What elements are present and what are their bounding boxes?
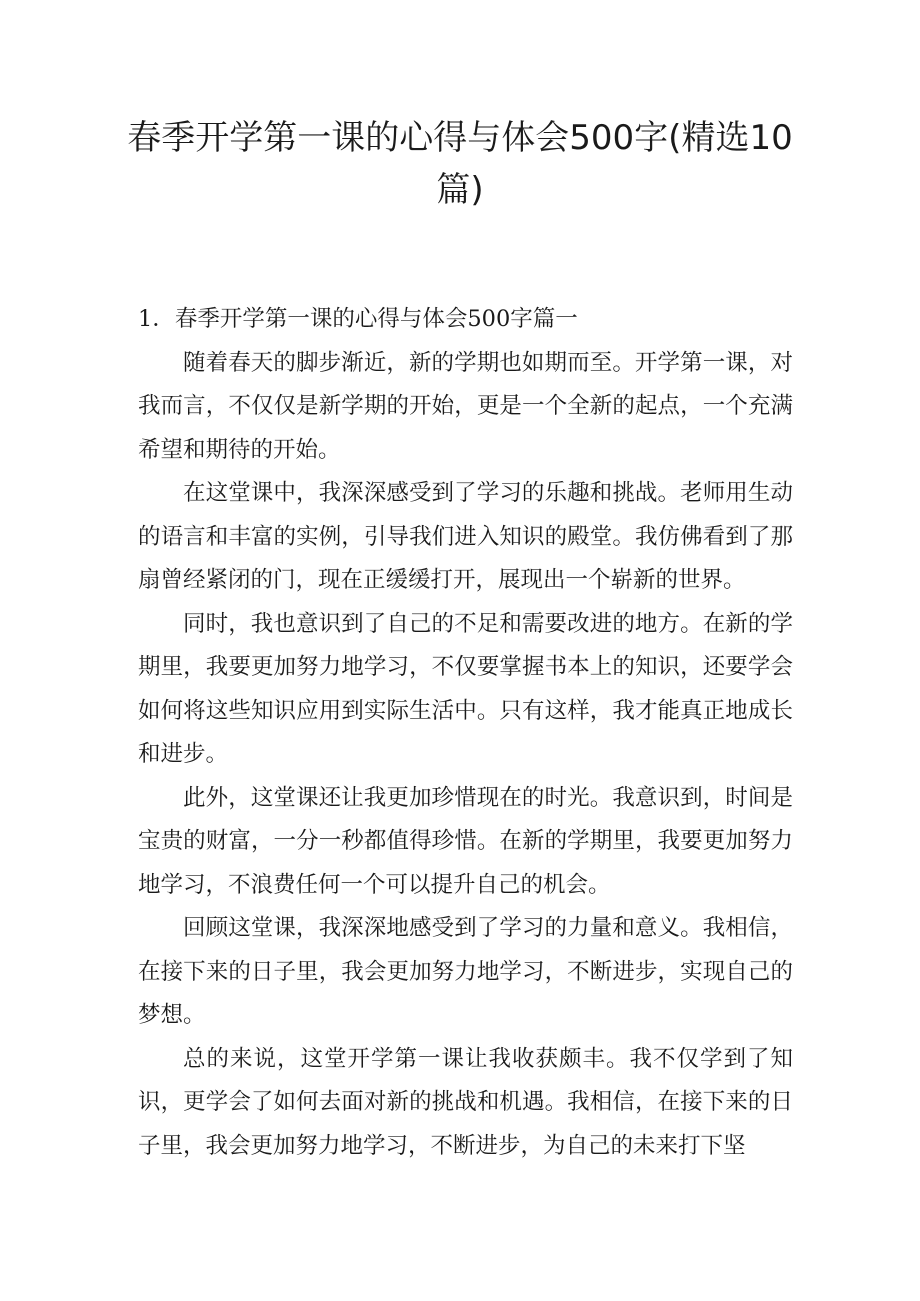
paragraph: 随着春天的脚步渐近，新的学期也如期而至。开学第一课，对我而言，不仅仅是新学期的开始，更是一个全新的起点，一个充满希望和期待的开始。 <box>138 349 793 463</box>
section-heading: 1．春季开学第一课的心得与体会500字篇一 <box>138 306 578 332</box>
paragraph: 此外，这堂课还让我更加珍惜现在的时光。我意识到，时间是宝贵的财富，一分一秒都值得珍惜。在新的学期里，我要更加努力地学习，不浪费任何一个可以提升自己的机会。 <box>138 784 793 898</box>
paragraph: 回顾这堂课，我深深地感受到了学习的力量和意义。我相信，在接下来的日子里，我会更加努力地学习，不断进步，实现自己的梦想。 <box>138 915 793 1028</box>
paragraph: 同时，我也意识到了自己的不足和需要改进的地方。在新的学期里，我要更加努力地学习，不仅要掌握书本上的知识，还要学会如何将这些知识应用到实际生活中。只有这样，我才能真正地成长和进步。 <box>138 610 793 767</box>
paragraph: 总的来说，这堂开学第一课让我收获颇丰。我不仅学到了知识，更学会了如何去面对新的挑战和机遇。我相信，在接下来的日子里，我会更加努力地学习，不断进步，为自己的未来打下坚 <box>138 1045 793 1159</box>
document-title: 春季开学第一课的心得与体会500字(精选10篇) <box>127 118 793 210</box>
paragraph: 在这堂课中，我深深感受到了学习的乐趣和挑战。老师用生动的语言和丰富的实例，引导我们进入知识的殿堂。我仿佛看到了那扇曾经紧闭的门，现在正缓缓打开，展现出一个崭新的世界。 <box>138 480 793 593</box>
document-body <box>138 298 793 1168</box>
